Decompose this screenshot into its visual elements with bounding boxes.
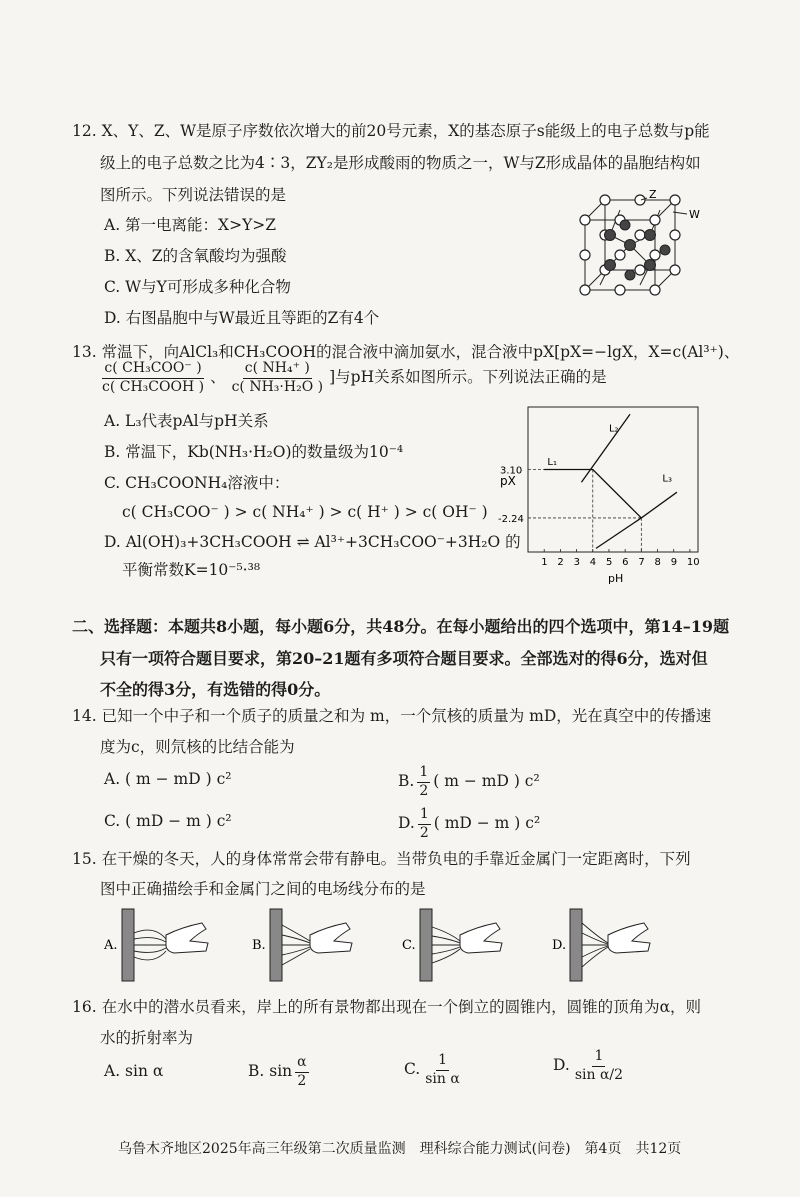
fraction-denominator: c( NH₃·H₂O ) [231,378,324,395]
q14-option-a: A. ( m − mD ) c² [104,770,232,788]
option-letter: B. [398,772,415,791]
y-axis-label: pX [500,474,516,488]
reciprocal-fraction [573,1048,625,1084]
q12-line1: 12. X、Y、Z、W是原子序数依次增大的前20号元素，X的基态原子s能级上的电子总数与p能 [72,122,710,140]
fraction-numerator: 1 [418,806,431,825]
x-tick-label: 1 [541,557,548,568]
q16-option-b [248,1054,309,1090]
fraction-numerator: 1 [436,1052,449,1071]
q16-option-a: A. sin α [104,1062,164,1080]
x-axis-label: pH [608,572,624,585]
reciprocal-fraction [423,1052,462,1088]
x-tick-label: 9 [670,557,678,568]
option-letter: C. [404,1060,421,1079]
y-annotation: 3.10 [500,465,523,477]
section2-line3: 不全的得3分，有选错的得0分。 [100,680,331,699]
fraction-numerator: c( NH₄⁺ ) [243,360,312,379]
half-fraction [418,806,431,842]
q15-figure-a [104,909,208,981]
option-letter: D. [553,1056,570,1075]
fraction-denominator: sin α/2 [574,1066,624,1083]
fraction-numerator: c( CH₃COO⁻ ) [102,360,203,379]
q13-fraction-ammonium [230,360,326,396]
q12-line3: 图所示。下列说法错误的是 [100,186,287,204]
label-z: Z [649,190,657,201]
option-expression: ( m − mD ) c² [433,772,540,791]
fraction-denominator: 2 [297,1072,307,1089]
option-prefix: B. sin [248,1062,293,1081]
alpha-half-fraction [295,1054,308,1090]
option-letter: D. [398,814,415,833]
option-expression: ( mD − m ) c² [433,814,541,833]
series-label: L₂ [608,423,619,435]
x-tick-label: 8 [654,557,661,568]
q15-figure-d [552,909,650,981]
px-ph-chart [488,405,713,585]
q16-option-d [553,1048,625,1084]
q13-option-c-inequality: c( CH₃COO⁻ ) > c( NH₄⁺ ) > c( H⁺ ) > c( OH⁻ ) [122,503,488,521]
figure-label: A. [104,938,118,953]
fraction-numerator: α [295,1054,308,1073]
x-tick-label: 4 [589,557,597,568]
series-line [596,492,677,548]
q13-line2 [100,360,607,396]
section2-line1: 二、选择题：本题共8小题，每小题6分，共48分。在每小题给出的四个选项中，第14–19题 [72,617,730,636]
q16-option-c [404,1052,462,1088]
chart-svg [488,405,713,585]
q13-option-a: A. L₃代表pAl与pH关系 [104,412,269,430]
q14-option-d [398,806,540,842]
q12-option-d: D. 右图晶胞中与W最近且等距的Z有4个 [104,309,380,327]
q16-line2: 水的折射率为 [100,1029,194,1047]
q13-fraction-acetate [100,360,206,396]
q12-option-c: C. W与Y可形成多种化合物 [104,278,291,296]
series-label: L₃ [662,473,672,485]
q13-option-d-constant: 平衡常数K=10⁻⁵·³⁸ [122,561,261,579]
q13-option-b: B. 常温下，Kb(NH₃·H₂O)的数量级为10⁻⁴ [104,443,404,461]
q12-option-b: B. X、Z的含氧酸均为强酸 [104,247,287,265]
q15-figure-b [252,909,352,981]
x-tick-label: 2 [557,557,564,568]
q14-line1: 14. 已知一个中子和一个质子的质量之和为 m，一个氘核的质量为 mD，光在真空中的传播速 [72,707,712,725]
label-w: W [689,208,700,221]
fraction-numerator: 1 [592,1048,605,1067]
half-fraction [417,764,430,800]
q12-line2: 级上的电子总数之比为4∶3，ZY₂是形成酸雨的物质之一，W与Z形成晶体的晶胞结构如 [100,154,701,172]
q13-line2-tail: ]与pH关系如图所示。下列说法正确的是 [329,368,607,387]
figure-label: B. [252,938,266,953]
fraction-denominator: 2 [419,824,429,841]
x-tick-label: 10 [686,557,700,568]
figure-label: C. [402,938,416,953]
fraction-denominator: c( CH₃COOH ) [102,378,205,395]
x-tick-label: 5 [605,557,613,568]
q14-line2: 度为c，则氘核的比结合能为 [100,738,295,756]
q15-figures [104,905,724,985]
q14-option-b [398,764,540,800]
q13-option-c: C. CH₃COONH₄溶液中： [104,474,290,492]
x-tick-label: 3 [573,557,580,568]
fraction-denominator: sin α [425,1070,460,1087]
series-line [581,414,630,482]
crystal-cell-figure [575,190,715,305]
q15-figure-c [402,909,502,981]
section2-line2: 只有一项符合题目要求，第20–21题有多项符合题目要求。全部选对的得6分，选对但 [100,649,708,668]
q14-option-c: C. ( mD − m ) c² [104,812,232,830]
q16-line1: 16. 在水中的潜水员看来，岸上的所有景物都出现在一个倒立的圆锥内，圆锥的顶角为α，则 [72,998,702,1016]
x-tick-label: 7 [638,557,645,568]
fraction-denominator: 2 [419,782,429,799]
q12-option-a: A. 第一电离能：X>Y>Z [104,216,277,234]
q13-option-d: D. Al(OH)₃+3CH₃COOH ⇌ Al³⁺+3CH₃COO⁻+3H₂O 的 [104,533,521,551]
q15-line1: 15. 在干燥的冬天，人的身体常常会带有静电。当带负电的手靠近金属门一定距离时，下列 [72,850,691,868]
q15-line2: 图中正确描绘手和金属门之间的电场线分布的是 [100,880,426,898]
fraction-numerator: 1 [417,764,430,783]
x-tick-label: 6 [622,557,629,568]
y-annotation: -2.24 [498,513,524,525]
series-label: L₁ [547,457,558,468]
q13-separator: 、 [210,368,226,387]
q13-line1: 13. 常温下，向AlCl₃和CH₃COOH的混合液中滴加氨水，混合液中pX[pX=−lgX，X=c(Al³⁺)、 [72,343,740,361]
page-footer: 乌鲁木齐地区2025年高三年级第二次质量监测 理科综合能力测试(问卷) 第4页 共12页 [118,1141,682,1157]
figure-label: D. [552,938,567,953]
